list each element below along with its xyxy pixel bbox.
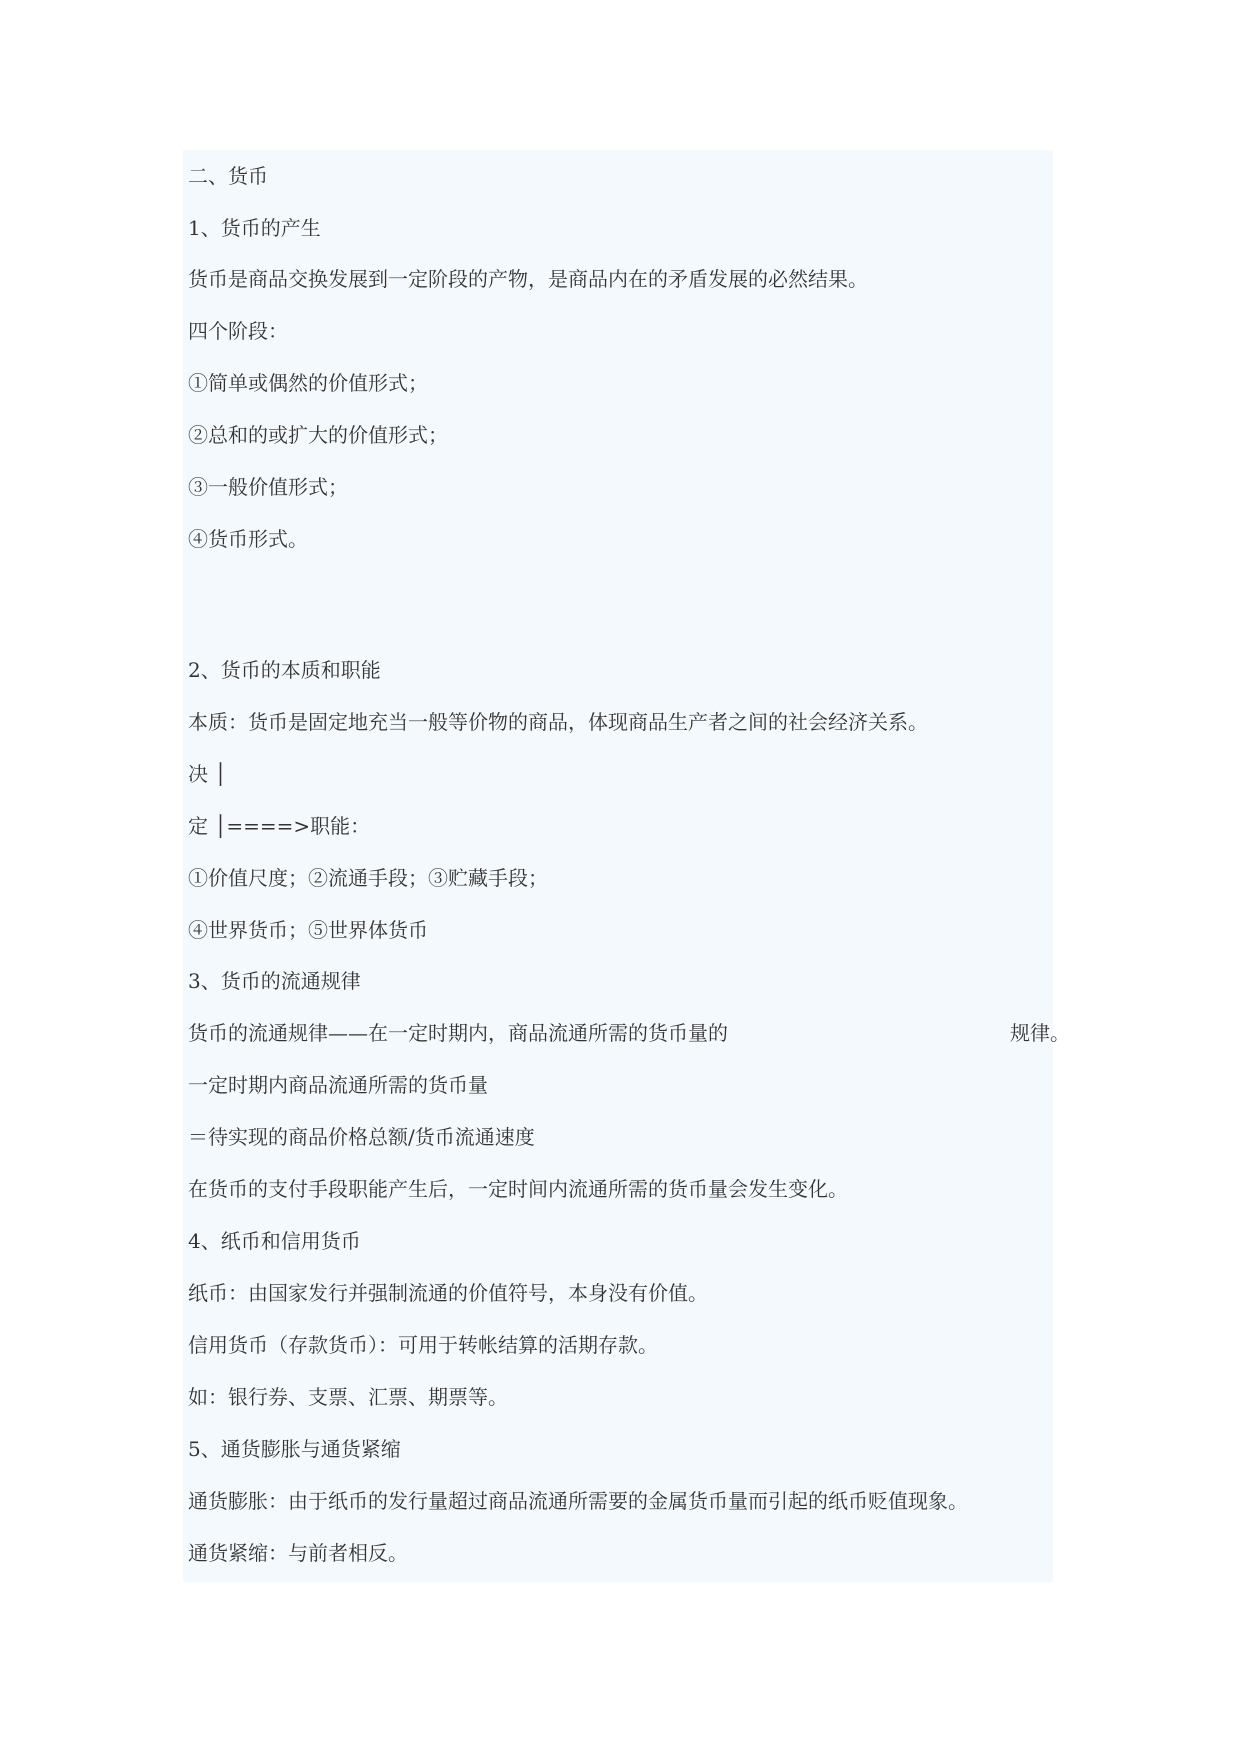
circulation-law-left: 货币的流通规律——在一定时期内，商品流通所需的货币量的 (188, 1021, 728, 1045)
stage-item: ③一般价值形式； (188, 475, 348, 499)
paper-money-paragraph: 纸币：由国家发行并强制流通的价值符号，本身没有价值。 (188, 1281, 708, 1305)
credit-money-paragraph: 信用货币（存款货币）：可用于转帐结算的活期存款。 (188, 1333, 658, 1357)
functions-line-2: ④世界货币；⑤世界体货币 (188, 918, 428, 942)
deflation-paragraph: 通货紧缩：与前者相反。 (188, 1541, 408, 1565)
section-title-inflation: 5、通货膨胀与通货紧缩 (188, 1437, 401, 1461)
section-title-essence: 2、货币的本质和职能 (188, 658, 381, 682)
circulation-note: 在货币的支付手段职能产生后，一定时间内流通所需的货币量会发生变化。 (188, 1177, 848, 1201)
stage-item: ②总和的或扩大的价值形式； (188, 423, 448, 447)
stage-item: ①简单或偶然的价值形式； (188, 371, 428, 395)
section-title-origin: 1、货币的产生 (188, 216, 321, 240)
section-title-circulation: 3、货币的流通规律 (188, 969, 361, 993)
essence-paragraph: 本质：货币是固定地充当一般等价物的商品，体现商品生产者之间的社会经济关系。 (188, 710, 928, 734)
stage-item: ④货币形式。 (188, 527, 308, 551)
section-title-paper-money: 4、纸币和信用货币 (188, 1229, 361, 1253)
functions-line-1: ①价值尺度；②流通手段；③贮藏手段； (188, 866, 548, 890)
decide-line-1: 决 │ (188, 762, 227, 786)
examples-paragraph: 如：银行券、支票、汇票、期票等。 (188, 1385, 508, 1409)
circulation-law-right: 规律。 (1010, 1021, 1070, 1045)
formula-line-2: ＝待实现的商品价格总额/货币流通速度 (188, 1125, 535, 1149)
stages-label: 四个阶段： (188, 319, 288, 343)
chapter-heading: 二、货币 (188, 164, 268, 188)
decide-line-2: 定 │====>职能： (188, 814, 371, 838)
inflation-paragraph: 通货膨胀：由于纸币的发行量超过商品流通所需要的金属货币量而引起的纸币贬值现象。 (188, 1489, 968, 1513)
formula-line-1: 一定时期内商品流通所需的货币量 (188, 1073, 488, 1097)
origin-paragraph: 货币是商品交换发展到一定阶段的产物，是商品内在的矛盾发展的必然结果。 (188, 267, 868, 291)
